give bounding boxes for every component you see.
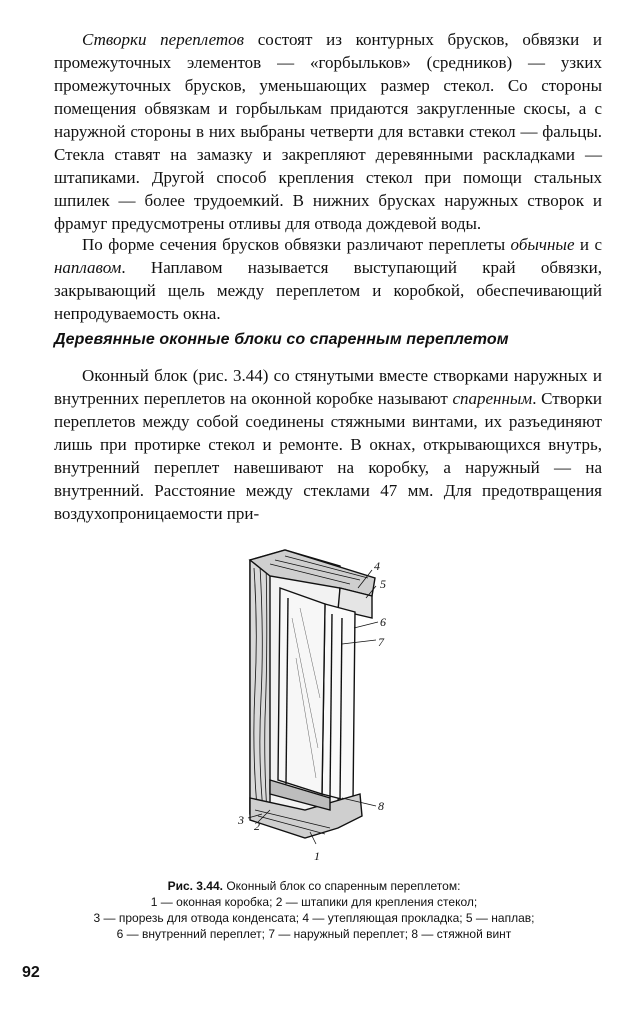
text-span: По форме сечения брусков обвязки различают переплеты xyxy=(82,235,511,254)
label-2: 2 xyxy=(254,819,260,833)
text-span: и с xyxy=(574,235,602,254)
term-paired: спаренным xyxy=(452,389,533,408)
label-3: 3 xyxy=(238,813,244,827)
paragraph-section-shapes xyxy=(54,233,602,325)
term-overlap: наплавом xyxy=(54,258,122,277)
page-number: 92 xyxy=(22,964,40,981)
label-6: 6 xyxy=(380,615,386,629)
label-7: 7 xyxy=(378,635,384,649)
term-ordinary: обычные xyxy=(510,235,575,254)
paragraph-sashes-text: состоят из контурных брусков, обвязки и промежуточных элементов — «горбыльков» (средников) — узких промежуточных брусков, уменьшающих размер стекол. Со стороны помещения обвязкам и горбылькам придаются закругленные скосы, а с наружной стороны в них выбраны четверти для вставки стекол — фальцы. Стекла ставят на замазку и закрепляют деревянными раскладками — штапиками. Другой способ крепления стекол при помощи стальных шпилек — более трудоемкий. В нижних брусках наружных створок и фрамуг предусмотрены отливы для отвода дождевой воды. xyxy=(54,30,602,233)
text-span: . Створки переплетов между собой соединены стяжными винтами, их разъединяют лишь при протирке стекол и ремонте. В окнах, открывающихся внутрь, внутренний переплет навешивают на коробку, а наружный — на внутренний. Расстояние между стеклами 47 мм. Для предотвращения воздухопроницаемости при- xyxy=(54,389,602,523)
window-illustration xyxy=(248,550,378,844)
label-8: 8 xyxy=(378,799,384,813)
caption-line4: 6 — внутренний переплет; 7 — наружный переплет; 8 — стяжной винт xyxy=(116,927,512,941)
label-1: 1 xyxy=(314,849,320,863)
caption-line3: 3 — прорезь для отвода конденсата; 4 — утепляющая прокладка; 5 — наплав; xyxy=(93,911,535,925)
section-heading: Деревянные оконные блоки со спаренным переплетом xyxy=(54,331,509,348)
label-5: 5 xyxy=(380,577,386,591)
paragraph-paired-block xyxy=(54,364,602,525)
caption-title: Рис. 3.44. xyxy=(167,879,223,893)
term-sashes: Створки переплетов xyxy=(82,30,245,49)
caption-line2: 1 — оконная коробка; 2 — штапики для крепления стекол; xyxy=(150,895,478,909)
caption-line1: Оконный блок со спаренным переплетом: xyxy=(223,879,461,893)
text-span: . Наплавом называется выступающий край обвязки, закрывающий щель между переплетом и коробкой, обеспечивающий непродуваемость окна. xyxy=(54,258,602,323)
window-block-figure xyxy=(230,548,400,878)
label-4: 4 xyxy=(374,559,380,573)
text-span: Оконный блок (рис. 3.44) со стянутыми вместе створками наружных и внутренних переплетов на оконной коробке называют xyxy=(54,366,602,408)
paragraph-sashes xyxy=(54,28,602,235)
figure-caption xyxy=(30,878,598,942)
